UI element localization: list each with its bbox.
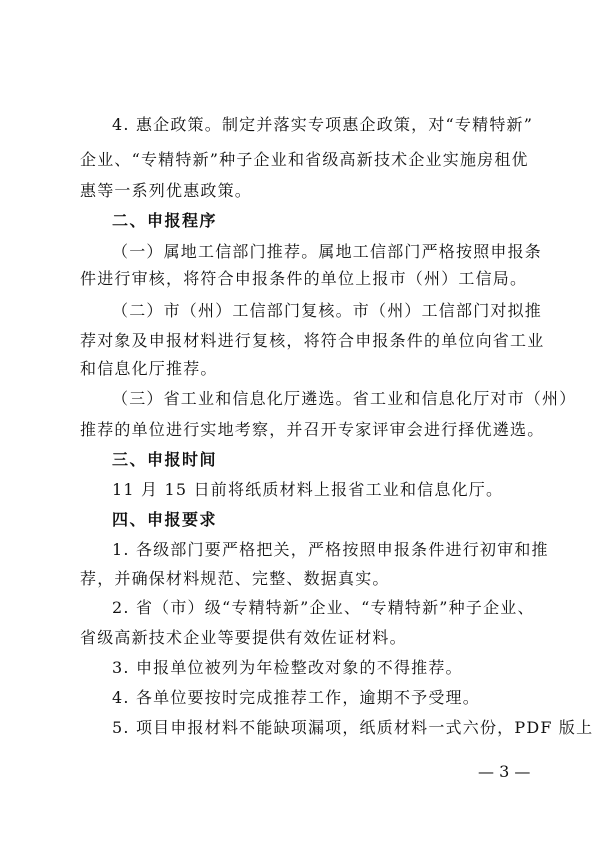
paragraph-line: 5. 项目申报材料不能缺项漏项，纸质材料一式六份，PDF 版上 — [112, 718, 594, 737]
paragraph-line: 省级高新技术企业等要提供有效佐证材料。 — [80, 628, 407, 647]
page-number: — 3 — — [478, 762, 531, 781]
section-heading: 四、申报要求 — [112, 510, 218, 529]
paragraph-line: 11 月 15 日前将纸质材料上报省工业和信息化厅。 — [112, 480, 504, 499]
paragraph-line: 企业、“专精特新”种子企业和省级高新技术企业实施房租优 — [80, 150, 529, 169]
paragraph-line: 4. 各单位要按时完成推荐工作，逾期不予受理。 — [112, 688, 480, 707]
paragraph-line: 和信息化厅推荐。 — [80, 359, 218, 378]
section-heading: 二、申报程序 — [112, 211, 218, 230]
paragraph-line: （二）市（州）工信部门复核。市（州）工信部门对拟推 — [112, 301, 543, 320]
paragraph-line: 3. 申报单位被列为年检整改对象的不得推荐。 — [112, 658, 463, 677]
paragraph-line: 4. 惠企政策。制定并落实专项惠企政策，对“专精特新” — [112, 115, 534, 134]
paragraph-line: （三）省工业和信息化厅遴选。省工业和信息化厅对市（州） — [112, 389, 577, 408]
paragraph-line: 惠等一系列优惠政策。 — [80, 181, 253, 200]
paragraph-line: 推荐的单位进行实地考察，并召开专家评审会进行择优遴选。 — [80, 420, 545, 439]
paragraph-line: （一）属地工信部门推荐。属地工信部门严格按照申报条 — [112, 242, 543, 261]
paragraph-line: 1. 各级部门要严格把关，严格按照申报条件进行初审和推 — [112, 540, 549, 559]
paragraph-line: 荐，并确保材料规范、完整、数据真实。 — [80, 569, 390, 588]
section-heading: 三、申报时间 — [112, 450, 218, 469]
paragraph-line: 2. 省（市）级“专精特新”企业、“专精特新”种子企业、 — [112, 598, 535, 617]
paragraph-line: 件进行审核，将符合申报条件的单位上报市（州）工信局。 — [80, 269, 528, 288]
paragraph-line: 荐对象及申报材料进行复核，将符合申报条件的单位向省工业 — [80, 331, 545, 350]
